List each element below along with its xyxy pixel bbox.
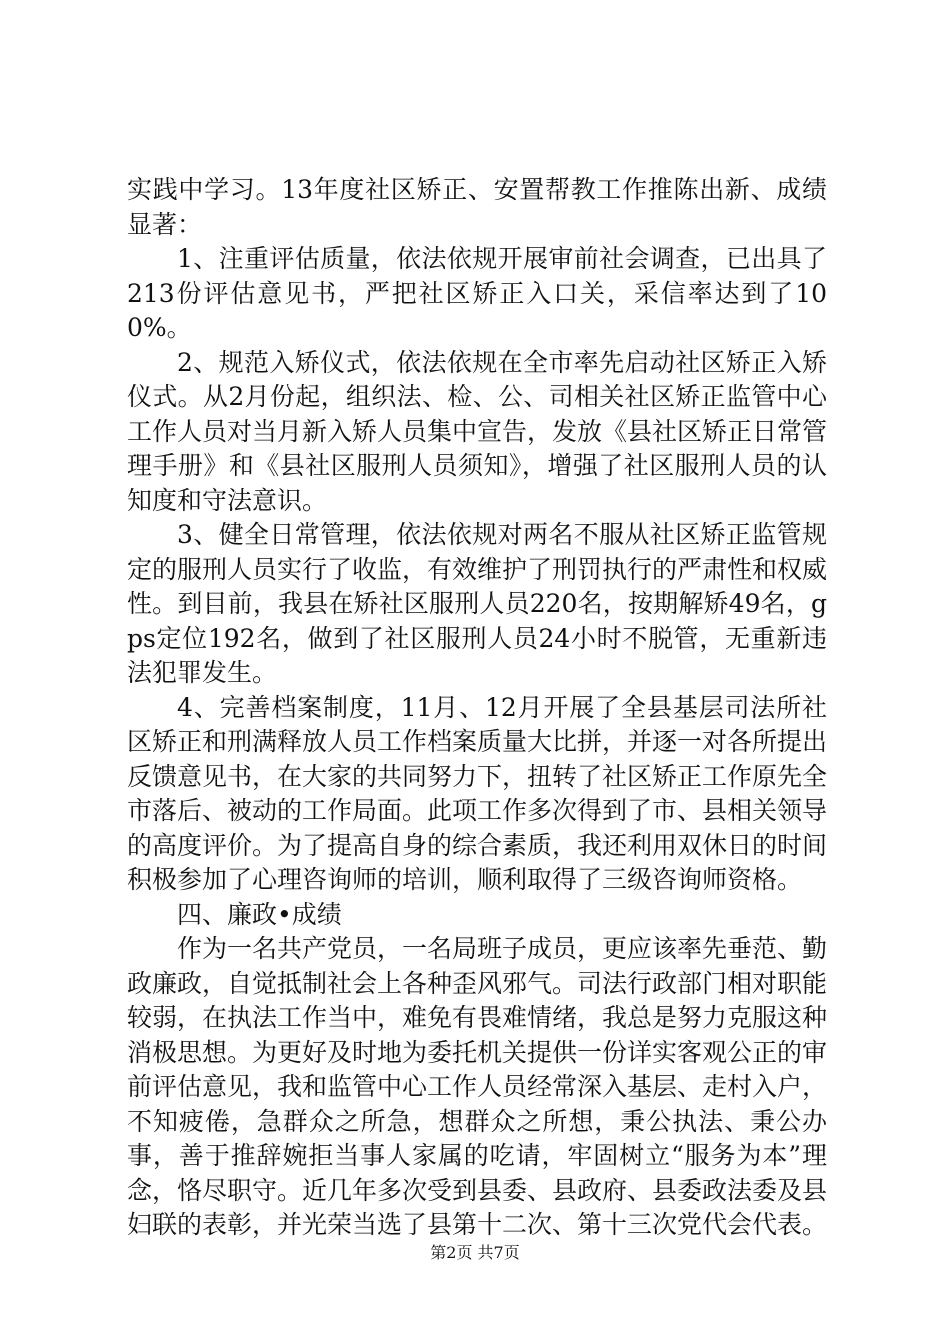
page-number-footer: 第2页 共7页 (430, 1243, 520, 1262)
paragraph-item-4: 4、完善档案制度，11月、12月开展了全县基层司法所社区矫正和刑满释放人员工作档案质量大比拼，并逐一对各所提出反馈意见书，在大家的共同努力下，扭转了社区矫正工作原先全市落后、被动的工作局面。此项工作多次得到了市、县相关领导的高度评价。为了提高自身的综合素质，我还利用双休日的时间积极参加了心理咨询师的培训，顺利取得了三级咨询师资格。 (127, 692, 828, 894)
paragraph-item-2: 2、规范入矫仪式，依法依规在全市率先启动社区矫正入矫仪式。从2月份起，组织法、检、公、司相关社区矫正监管中心工作人员对当月新入矫人员集中宣告，发放《县社区矫正日常管理手册》和《县社区服刑人员须知》，增强了社区服刑人员的认知度和守法意识。 (127, 347, 828, 515)
paragraph-item-1: 1、注重评估质量，依法依规开展审前社会调查，已出具了213份评估意见书，严把社区矫正入口关，采信率达到了100%。 (127, 244, 827, 342)
document-body (127, 173, 827, 1243)
section-heading: 四、廉政•成绩 (177, 899, 342, 929)
paragraph-item-3: 3、健全日常管理，依法依规对两名不服从社区矫正监管规定的服刑人员实行了收监，有效维护了刑罚执行的严肃性和权威性。到目前，我县在矫社区服刑人员220名，按期解矫49名，gps定位192名，做到了社区服刑人员24小时不脱管，无重新违法犯罪发生。 (127, 520, 828, 687)
paragraph-integrity: 作为一名共产党员，一名局班子成员，更应该率先垂范、勤政廉政，自觉抵制社会上各种歪风邪气。司法行政部门相对职能较弱，在执法工作当中，难免有畏难情绪，我总是努力克服这种消极思想。为更好及时地为委托机关提供一份详实客观公正的审前评估意见，我和监管中心工作人员经常深入基层、走村入户，不知疲倦，急群众之所急，想群众之所想，秉公执法、秉公办事，善于推辞婉拒当事人家属的吃请，牢固树立“服务为本”理念，恪尽职守。近几年多次受到县委、县政府、县委政法委及县妇联的表彰，并光荣当选了县第十二次、第十三次党代会代表。 (127, 934, 828, 1239)
paragraph-intro: 实践中学习。13年度社区矫正、安置帮教工作推陈出新、成绩显著： (127, 175, 827, 239)
